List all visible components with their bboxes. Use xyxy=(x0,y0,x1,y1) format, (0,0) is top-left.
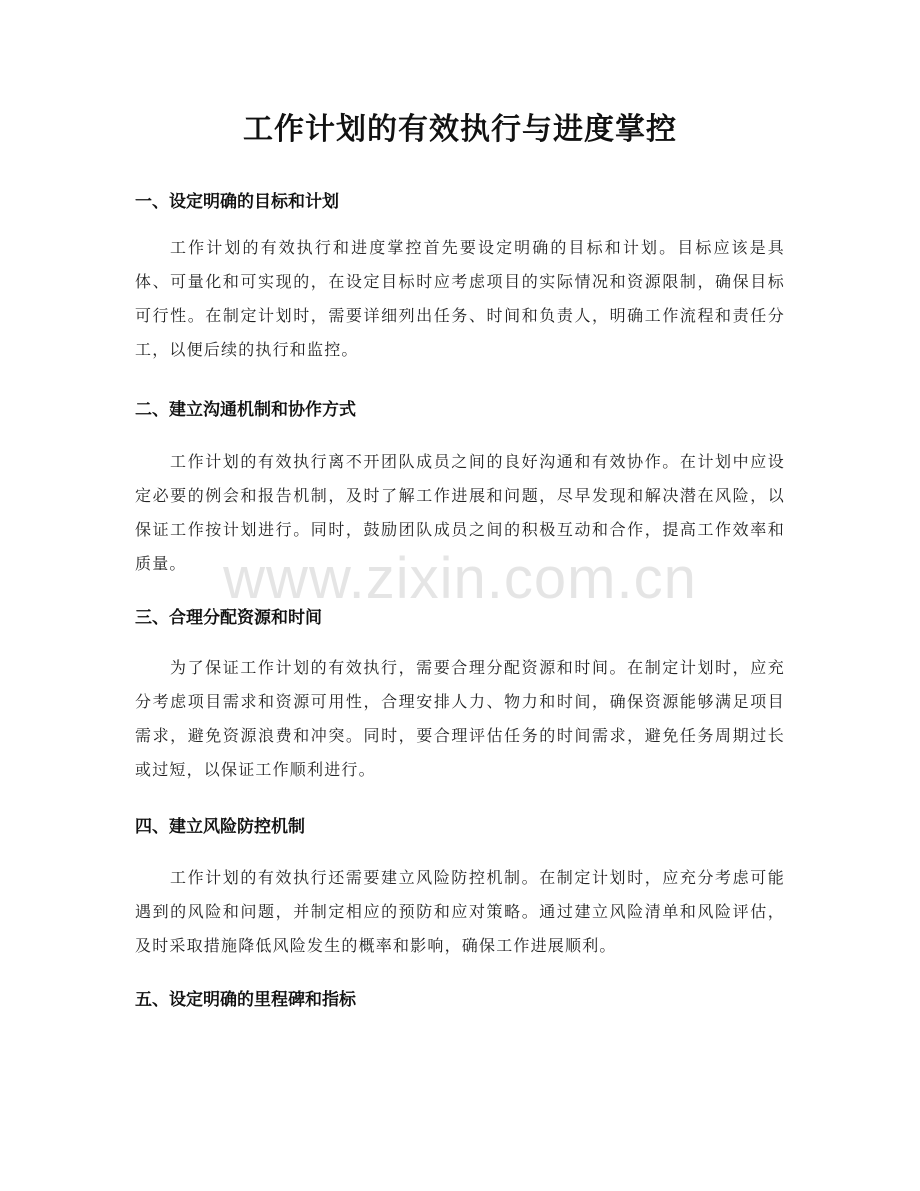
section-paragraph-4: 工作计划的有效执行还需要建立风险防控机制。在制定计划时，应充分考虑可能遇到的风险和问题，并制定相应的预防和应对策略。通过建立风险清单和风险评估，及时采取措施降低风险发生的概率和影响，确保工作进展顺利。 xyxy=(135,868,785,955)
section-heading-5: 五、设定明确的里程碑和指标 xyxy=(135,990,356,1010)
section-heading-1: 一、设定明确的目标和计划 xyxy=(135,192,339,212)
section-heading-3: 三、合理分配资源和时间 xyxy=(135,608,322,628)
section-heading-4: 四、建立风险防控机制 xyxy=(135,817,305,837)
section-paragraph-2: 工作计划的有效执行离不开团队成员之间的良好沟通和有效协作。在计划中应设定必要的例会和报告机制，及时了解工作进展和问题，尽早发现和解决潜在风险，以保证工作按计划进行。同时，鼓励团队成员之间的积极互动和合作，提高工作效率和质量。 xyxy=(135,452,785,573)
section-heading-2: 二、建立沟通机制和协作方式 xyxy=(135,400,356,420)
section-paragraph-1: 工作计划的有效执行和进度掌控首先要设定明确的目标和计划。目标应该是具体、可量化和可实现的，在设定目标时应考虑项目的实际情况和资源限制，确保目标可行性。在制定计划时，需要详细列出任务、时间和负责人，明确工作流程和责任分工，以便后续的执行和监控。 xyxy=(135,238,785,359)
watermark: www.zixin.com.cn xyxy=(223,546,697,611)
document-title: 工作计划的有效执行与进度掌控 xyxy=(243,112,677,147)
section-paragraph-3: 为了保证工作计划的有效执行，需要合理分配资源和时间。在制定计划时，应充分考虑项目需求和资源可用性，合理安排人力、物力和时间，确保资源能够满足项目需求，避免资源浪费和冲突。同时，要合理评估任务的时间需求，避免任务周期过长或过短，以保证工作顺利进行。 xyxy=(135,658,785,779)
